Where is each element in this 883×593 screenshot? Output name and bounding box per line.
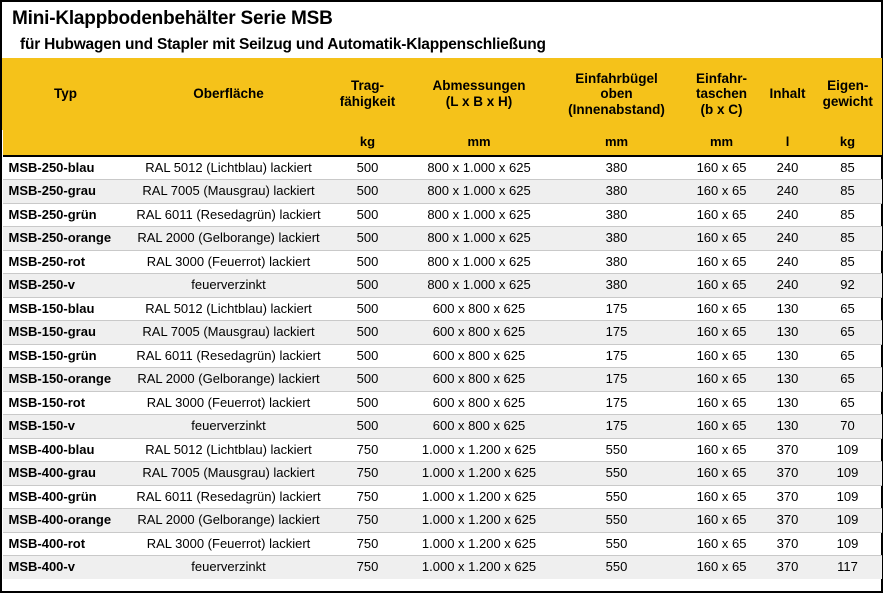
table-header-row xyxy=(3,58,882,130)
cell-inhalt: 130 xyxy=(762,368,814,392)
cell-inhalt: 370 xyxy=(762,556,814,580)
cell-abm: 1.000 x 1.200 x 625 xyxy=(407,462,552,486)
cell-trag: 500 xyxy=(329,274,407,298)
cell-einfahrtaschen: 160 x 65 xyxy=(682,391,762,415)
cell-trag: 500 xyxy=(329,156,407,180)
column-header-line: (Innenabstand) xyxy=(568,101,665,117)
cell-inhalt: 370 xyxy=(762,485,814,509)
cell-trag: 750 xyxy=(329,438,407,462)
cell-eigengewicht: 65 xyxy=(814,368,882,392)
cell-eigengewicht: 109 xyxy=(814,485,882,509)
cell-oberflaeche: RAL 3000 (Feuerrot) lackiert xyxy=(129,391,329,415)
cell-typ: MSB-150-v xyxy=(3,415,129,439)
cell-oberflaeche: RAL 3000 (Feuerrot) lackiert xyxy=(129,532,329,556)
cell-einfahrbuegel: 175 xyxy=(552,415,682,439)
cell-einfahrtaschen: 160 x 65 xyxy=(682,344,762,368)
cell-inhalt: 370 xyxy=(762,438,814,462)
cell-einfahrtaschen: 160 x 65 xyxy=(682,438,762,462)
cell-eigengewicht: 85 xyxy=(814,180,882,204)
table-row xyxy=(3,203,882,227)
cell-oberflaeche: feuerverzinkt xyxy=(129,274,329,298)
cell-oberflaeche: RAL 7005 (Mausgrau) lackiert xyxy=(129,321,329,345)
cell-eigengewicht: 109 xyxy=(814,532,882,556)
column-header-0 xyxy=(3,58,129,130)
cell-oberflaeche: RAL 6011 (Resedagrün) lackiert xyxy=(129,344,329,368)
cell-inhalt: 240 xyxy=(762,203,814,227)
cell-einfahrtaschen: 160 x 65 xyxy=(682,532,762,556)
column-header-2 xyxy=(329,58,407,130)
cell-eigengewicht: 92 xyxy=(814,274,882,298)
table-header xyxy=(3,58,882,156)
page-title: Mini-Klappbodenbehälter Serie MSB xyxy=(12,8,333,29)
cell-abm: 800 x 1.000 x 625 xyxy=(407,274,552,298)
cell-einfahrtaschen: 160 x 65 xyxy=(682,321,762,345)
cell-einfahrbuegel: 550 xyxy=(552,462,682,486)
cell-einfahrtaschen: 160 x 65 xyxy=(682,180,762,204)
cell-einfahrtaschen: 160 x 65 xyxy=(682,415,762,439)
column-header-line: taschen xyxy=(695,86,748,102)
column-header-line: fähigkeit xyxy=(339,94,396,109)
cell-trag: 750 xyxy=(329,509,407,533)
cell-trag: 500 xyxy=(329,227,407,251)
cell-typ: MSB-150-rot xyxy=(3,391,129,415)
cell-trag: 500 xyxy=(329,203,407,227)
cell-eigengewicht: 109 xyxy=(814,509,882,533)
cell-typ: MSB-250-v xyxy=(3,274,129,298)
cell-typ: MSB-150-grau xyxy=(3,321,129,345)
cell-einfahrbuegel: 550 xyxy=(552,556,682,580)
cell-typ: MSB-400-grau xyxy=(3,462,129,486)
cell-trag: 500 xyxy=(329,344,407,368)
cell-abm: 1.000 x 1.200 x 625 xyxy=(407,438,552,462)
cell-trag: 750 xyxy=(329,556,407,580)
cell-einfahrbuegel: 550 xyxy=(552,485,682,509)
cell-inhalt: 240 xyxy=(762,156,814,180)
column-header-line: Einfahr- xyxy=(695,70,747,86)
cell-eigengewicht: 65 xyxy=(814,297,882,321)
table-row xyxy=(3,321,882,345)
table-row xyxy=(3,391,882,415)
table-row xyxy=(3,368,882,392)
column-unit-4: mm xyxy=(552,130,682,156)
page-subtitle: für Hubwagen und Stapler mit Seilzug und Automatik-Klappenschließung xyxy=(20,36,546,53)
table-body xyxy=(3,156,882,579)
cell-einfahrbuegel: 380 xyxy=(552,227,682,251)
cell-einfahrbuegel: 380 xyxy=(552,156,682,180)
cell-einfahrbuegel: 175 xyxy=(552,368,682,392)
cell-einfahrtaschen: 160 x 65 xyxy=(682,250,762,274)
cell-trag: 500 xyxy=(329,297,407,321)
cell-einfahrtaschen: 160 x 65 xyxy=(682,227,762,251)
cell-einfahrtaschen: 160 x 65 xyxy=(682,509,762,533)
cell-typ: MSB-150-grün xyxy=(3,344,129,368)
cell-abm: 800 x 1.000 x 625 xyxy=(407,156,552,180)
cell-einfahrtaschen: 160 x 65 xyxy=(682,203,762,227)
cell-typ: MSB-400-grün xyxy=(3,485,129,509)
cell-einfahrtaschen: 160 x 65 xyxy=(682,156,762,180)
cell-abm: 600 x 800 x 625 xyxy=(407,391,552,415)
column-header-line: Oberfläche xyxy=(193,86,264,102)
cell-einfahrtaschen: 160 x 65 xyxy=(682,368,762,392)
cell-typ: MSB-250-orange xyxy=(3,227,129,251)
table-row xyxy=(3,532,882,556)
cell-einfahrbuegel: 175 xyxy=(552,344,682,368)
cell-typ: MSB-400-blau xyxy=(3,438,129,462)
column-unit-0 xyxy=(3,130,129,156)
column-header-3 xyxy=(407,58,552,130)
column-header-line: Einfahrbügel xyxy=(575,70,658,86)
cell-typ: MSB-400-rot xyxy=(3,532,129,556)
cell-trag: 750 xyxy=(329,462,407,486)
cell-inhalt: 370 xyxy=(762,462,814,486)
cell-oberflaeche: RAL 5012 (Lichtblau) lackiert xyxy=(129,438,329,462)
cell-einfahrbuegel: 550 xyxy=(552,532,682,556)
cell-einfahrbuegel: 380 xyxy=(552,180,682,204)
table-row xyxy=(3,250,882,274)
cell-inhalt: 240 xyxy=(762,250,814,274)
cell-abm: 600 x 800 x 625 xyxy=(407,415,552,439)
cell-eigengewicht: 70 xyxy=(814,415,882,439)
cell-abm: 1.000 x 1.200 x 625 xyxy=(407,556,552,580)
cell-einfahrbuegel: 175 xyxy=(552,321,682,345)
cell-abm: 600 x 800 x 625 xyxy=(407,321,552,345)
cell-eigengewicht: 65 xyxy=(814,391,882,415)
cell-inhalt: 240 xyxy=(762,227,814,251)
cell-oberflaeche: RAL 3000 (Feuerrot) lackiert xyxy=(129,250,329,274)
cell-einfahrtaschen: 160 x 65 xyxy=(682,297,762,321)
cell-abm: 600 x 800 x 625 xyxy=(407,297,552,321)
cell-inhalt: 130 xyxy=(762,297,814,321)
table-row xyxy=(3,509,882,533)
cell-oberflaeche: feuerverzinkt xyxy=(129,556,329,580)
cell-oberflaeche: RAL 2000 (Gelborange) lackiert xyxy=(129,368,329,392)
cell-eigengewicht: 65 xyxy=(814,321,882,345)
column-header-line: (b x C) xyxy=(700,101,743,117)
cell-einfahrbuegel: 175 xyxy=(552,391,682,415)
column-unit-3: mm xyxy=(407,130,552,156)
column-header-6 xyxy=(762,58,814,130)
cell-inhalt: 240 xyxy=(762,274,814,298)
cell-einfahrbuegel: 380 xyxy=(552,274,682,298)
cell-oberflaeche: RAL 7005 (Mausgrau) lackiert xyxy=(129,180,329,204)
cell-inhalt: 130 xyxy=(762,415,814,439)
cell-einfahrbuegel: 175 xyxy=(552,297,682,321)
cell-inhalt: 130 xyxy=(762,321,814,345)
cell-abm: 1.000 x 1.200 x 625 xyxy=(407,509,552,533)
cell-trag: 500 xyxy=(329,250,407,274)
cell-einfahrtaschen: 160 x 65 xyxy=(682,274,762,298)
column-header-line: Eigen- xyxy=(827,78,869,94)
column-header-4 xyxy=(552,58,682,130)
cell-eigengewicht: 109 xyxy=(814,438,882,462)
table-row xyxy=(3,556,882,580)
cell-eigengewicht: 85 xyxy=(814,156,882,180)
cell-einfahrbuegel: 380 xyxy=(552,250,682,274)
cell-eigengewicht: 85 xyxy=(814,250,882,274)
table-row xyxy=(3,438,882,462)
column-header-line: Typ xyxy=(54,86,77,102)
column-unit-7: kg xyxy=(814,130,882,156)
table-row xyxy=(3,415,882,439)
cell-einfahrbuegel: 380 xyxy=(552,203,682,227)
column-header-line: Trag- xyxy=(350,78,384,94)
table-row xyxy=(3,297,882,321)
cell-trag: 500 xyxy=(329,180,407,204)
cell-einfahrtaschen: 160 x 65 xyxy=(682,556,762,580)
column-header-line: Inhalt xyxy=(769,86,806,102)
cell-trag: 500 xyxy=(329,391,407,415)
table-row xyxy=(3,180,882,204)
column-header-line: Abmessungen xyxy=(432,78,526,94)
column-header-1 xyxy=(129,58,329,130)
cell-typ: MSB-150-blau xyxy=(3,297,129,321)
cell-oberflaeche: RAL 5012 (Lichtblau) lackiert xyxy=(129,297,329,321)
cell-oberflaeche: RAL 6011 (Resedagrün) lackiert xyxy=(129,203,329,227)
column-header-line: (L x B x H) xyxy=(445,94,513,109)
cell-typ: MSB-250-grün xyxy=(3,203,129,227)
column-header-7 xyxy=(814,58,882,130)
cell-oberflaeche: feuerverzinkt xyxy=(129,415,329,439)
table-row xyxy=(3,156,882,180)
cell-inhalt: 130 xyxy=(762,391,814,415)
column-unit-6: l xyxy=(762,130,814,156)
cell-eigengewicht: 85 xyxy=(814,203,882,227)
column-unit-2: kg xyxy=(329,130,407,156)
cell-abm: 800 x 1.000 x 625 xyxy=(407,227,552,251)
column-unit-5: mm xyxy=(682,130,762,156)
cell-eigengewicht: 85 xyxy=(814,227,882,251)
table-row xyxy=(3,462,882,486)
cell-eigengewicht: 117 xyxy=(814,556,882,580)
cell-inhalt: 130 xyxy=(762,344,814,368)
cell-eigengewicht: 65 xyxy=(814,344,882,368)
cell-abm: 1.000 x 1.200 x 625 xyxy=(407,485,552,509)
cell-abm: 600 x 800 x 625 xyxy=(407,368,552,392)
cell-typ: MSB-250-blau xyxy=(3,156,129,180)
cell-typ: MSB-250-grau xyxy=(3,180,129,204)
cell-einfahrbuegel: 550 xyxy=(552,438,682,462)
cell-typ: MSB-400-v xyxy=(3,556,129,580)
cell-oberflaeche: RAL 7005 (Mausgrau) lackiert xyxy=(129,462,329,486)
column-header-line: oben xyxy=(600,86,633,102)
title-block xyxy=(2,2,881,58)
table-row xyxy=(3,227,882,251)
cell-abm: 1.000 x 1.200 x 625 xyxy=(407,532,552,556)
cell-abm: 800 x 1.000 x 625 xyxy=(407,180,552,204)
table-row xyxy=(3,485,882,509)
cell-oberflaeche: RAL 2000 (Gelborange) lackiert xyxy=(129,509,329,533)
cell-inhalt: 370 xyxy=(762,509,814,533)
column-header-5 xyxy=(682,58,762,130)
cell-abm: 800 x 1.000 x 625 xyxy=(407,250,552,274)
cell-einfahrtaschen: 160 x 65 xyxy=(682,462,762,486)
column-header-line: gewicht xyxy=(822,94,873,109)
cell-oberflaeche: RAL 2000 (Gelborange) lackiert xyxy=(129,227,329,251)
column-unit-1 xyxy=(129,130,329,156)
cell-einfahrtaschen: 160 x 65 xyxy=(682,485,762,509)
cell-oberflaeche: RAL 6011 (Resedagrün) lackiert xyxy=(129,485,329,509)
cell-trag: 500 xyxy=(329,368,407,392)
cell-trag: 750 xyxy=(329,485,407,509)
cell-eigengewicht: 109 xyxy=(814,462,882,486)
table-row xyxy=(3,344,882,368)
cell-trag: 500 xyxy=(329,415,407,439)
table-units-row xyxy=(3,130,882,156)
cell-abm: 600 x 800 x 625 xyxy=(407,344,552,368)
cell-inhalt: 370 xyxy=(762,532,814,556)
cell-typ: MSB-250-rot xyxy=(3,250,129,274)
table-row xyxy=(3,274,882,298)
cell-trag: 750 xyxy=(329,532,407,556)
cell-trag: 500 xyxy=(329,321,407,345)
cell-abm: 800 x 1.000 x 625 xyxy=(407,203,552,227)
product-table xyxy=(2,58,882,579)
cell-einfahrbuegel: 550 xyxy=(552,509,682,533)
cell-inhalt: 240 xyxy=(762,180,814,204)
cell-oberflaeche: RAL 5012 (Lichtblau) lackiert xyxy=(129,156,329,180)
cell-typ: MSB-400-orange xyxy=(3,509,129,533)
cell-typ: MSB-150-orange xyxy=(3,368,129,392)
